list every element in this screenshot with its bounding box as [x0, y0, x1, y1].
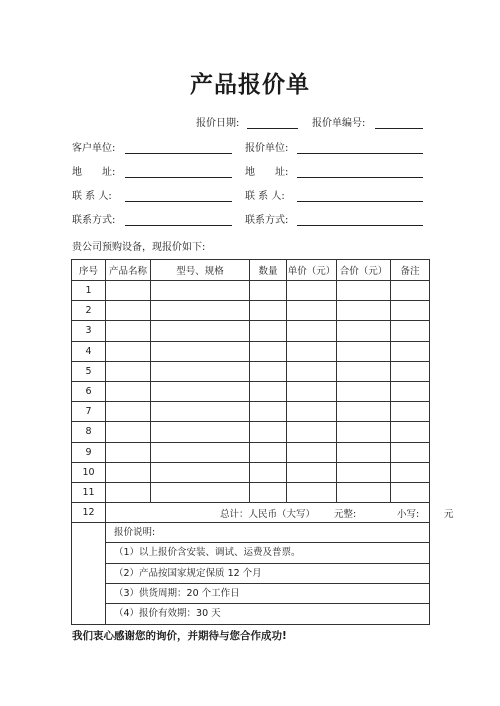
table-row — [72, 301, 430, 321]
table-row — [72, 381, 430, 401]
customer-unit-label: 客户单位: — [72, 143, 116, 154]
note-item: （2）产品按国家规定保质 12 个月 — [106, 564, 429, 584]
customer-contact-field[interactable] — [125, 201, 232, 202]
footer-thanks: 我们衷心感谢您的询价，并期待与您合作成功! — [72, 630, 287, 642]
quote-date-label: 报价日期: — [196, 118, 240, 129]
supplier-phone-field[interactable] — [297, 225, 423, 226]
table-cell[interactable] — [250, 361, 287, 381]
quote-number-field[interactable] — [375, 128, 423, 129]
table-row — [72, 281, 430, 301]
supplier-unit-label: 报价单位: — [245, 143, 289, 154]
table-cell[interactable] — [151, 462, 250, 482]
header-cell: 序号 — [72, 260, 106, 281]
table-cell[interactable] — [391, 462, 430, 482]
header-cell: 单价（元） — [287, 260, 337, 281]
table-row — [72, 321, 430, 341]
header-cell: 备注 — [391, 260, 430, 281]
table-row — [72, 482, 430, 502]
table-cell[interactable] — [151, 402, 250, 422]
header-cell: 数量 — [250, 260, 287, 281]
supplier-contact-label: 联 系 人: — [245, 191, 285, 202]
table-cell[interactable] — [250, 341, 287, 361]
table-cell[interactable] — [250, 402, 287, 422]
total-row — [72, 503, 430, 523]
table-row — [72, 422, 430, 442]
table-cell[interactable] — [250, 301, 287, 321]
table-cell[interactable] — [106, 381, 151, 401]
table-row — [72, 361, 430, 381]
notes-spacer — [72, 523, 106, 625]
table-header-row — [72, 260, 430, 281]
table-cell[interactable] — [287, 381, 337, 401]
table-cell[interactable] — [391, 341, 430, 361]
row-number: 6 — [72, 381, 106, 401]
table-cell[interactable] — [337, 361, 391, 381]
table-cell[interactable] — [337, 482, 391, 502]
row-number: 8 — [72, 422, 106, 442]
table-cell[interactable] — [106, 442, 151, 462]
table-cell[interactable] — [337, 442, 391, 462]
supplier-address-field[interactable] — [297, 177, 423, 178]
row-number: 4 — [72, 341, 106, 361]
row-number: 5 — [72, 361, 106, 381]
table-cell[interactable] — [287, 321, 337, 341]
header-cell: 型号、规格 — [151, 260, 250, 281]
customer-unit-field[interactable] — [125, 153, 232, 154]
note-item: （4）报价有效期：30 天 — [114, 608, 221, 619]
customer-phone-label: 联系方式: — [72, 215, 116, 226]
table-cell[interactable] — [391, 381, 430, 401]
table-cell[interactable] — [106, 422, 151, 442]
table-cell[interactable] — [391, 422, 430, 442]
supplier-contact-field[interactable] — [297, 201, 423, 202]
total-label: 总计：人民币（大写） — [219, 508, 315, 520]
header-cell: 产品名称 — [106, 260, 151, 281]
note-item: （1）以上报价含安装、调试、运费及普票。 — [106, 543, 429, 563]
table-cell[interactable] — [151, 281, 250, 301]
table-cell[interactable] — [337, 462, 391, 482]
table-cell[interactable] — [151, 301, 250, 321]
document-title: 产品报价单 — [190, 72, 310, 98]
table-cell[interactable] — [391, 301, 430, 321]
table-cell[interactable] — [250, 321, 287, 341]
row-number: 9 — [72, 442, 106, 462]
row-number: 3 — [72, 321, 106, 341]
quote-table — [71, 259, 454, 625]
total-cell[interactable] — [106, 503, 454, 523]
supplier-address-label: 地 址: — [245, 167, 289, 178]
table-cell[interactable] — [106, 301, 151, 321]
row-number: 1 — [72, 281, 106, 301]
table-cell[interactable] — [287, 361, 337, 381]
table-cell[interactable] — [106, 402, 151, 422]
table-row — [72, 341, 430, 361]
table-cell[interactable] — [151, 361, 250, 381]
table-cell[interactable] — [287, 301, 337, 321]
table-cell[interactable] — [250, 422, 287, 442]
table-cell[interactable] — [151, 341, 250, 361]
table-cell[interactable] — [106, 341, 151, 361]
table-cell[interactable] — [287, 482, 337, 502]
notes-row — [72, 523, 430, 625]
table-cell[interactable] — [106, 361, 151, 381]
total-yuan-zheng: 元整: — [334, 508, 357, 520]
row-number: 2 — [72, 301, 106, 321]
notes-title: 报价说明: — [106, 523, 429, 543]
customer-address-field[interactable] — [125, 177, 232, 178]
table-cell[interactable] — [151, 422, 250, 442]
table-cell[interactable] — [337, 321, 391, 341]
table-cell[interactable] — [337, 381, 391, 401]
row-number: 10 — [72, 462, 106, 482]
table-cell[interactable] — [391, 482, 430, 502]
table-row — [72, 462, 430, 482]
quote-number-label: 报价单编号: — [312, 118, 366, 129]
table-cell[interactable] — [151, 482, 250, 502]
table-cell[interactable] — [106, 482, 151, 502]
customer-phone-field[interactable] — [125, 225, 232, 226]
table-cell[interactable] — [106, 462, 151, 482]
table-row — [72, 402, 430, 422]
table-cell[interactable] — [250, 462, 287, 482]
table-cell[interactable] — [151, 321, 250, 341]
table-cell[interactable] — [391, 361, 430, 381]
table-cell[interactable] — [287, 442, 337, 462]
header-cell: 合价（元） — [337, 260, 391, 281]
supplier-unit-field[interactable] — [297, 153, 423, 154]
table-cell[interactable] — [391, 281, 430, 301]
table-row — [72, 442, 430, 462]
table-cell[interactable] — [250, 381, 287, 401]
table-cell[interactable] — [287, 462, 337, 482]
table-cell[interactable] — [337, 422, 391, 442]
table-cell[interactable] — [106, 321, 151, 341]
table-cell[interactable] — [391, 442, 430, 462]
table-cell[interactable] — [391, 402, 430, 422]
total-yuan: 元 — [444, 508, 454, 520]
supplier-phone-label: 联系方式: — [245, 215, 289, 226]
table-cell[interactable] — [151, 381, 250, 401]
table-cell[interactable] — [287, 341, 337, 361]
quote-date-field[interactable] — [247, 128, 298, 129]
total-small-label: 小写: — [397, 508, 420, 520]
table-cell[interactable] — [106, 281, 151, 301]
table-cell[interactable] — [287, 422, 337, 442]
table-cell[interactable] — [391, 321, 430, 341]
table-cell[interactable] — [337, 341, 391, 361]
table-cell[interactable] — [250, 482, 287, 502]
table-cell[interactable] — [250, 281, 287, 301]
customer-contact-label: 联 系 人: — [72, 191, 112, 202]
notes-cell — [106, 523, 430, 625]
row-number: 7 — [72, 402, 106, 422]
row-number: 11 — [72, 482, 106, 502]
customer-address-label: 地 址: — [72, 167, 116, 178]
table-cell[interactable] — [337, 301, 391, 321]
note-item: （3）供货周期：20 个工作日 — [106, 584, 429, 604]
table-cell[interactable] — [337, 281, 391, 301]
table-cell[interactable] — [337, 402, 391, 422]
row-number: 12 — [72, 503, 106, 523]
table-cell[interactable] — [287, 402, 337, 422]
table-cell[interactable] — [250, 442, 287, 462]
table-cell[interactable] — [151, 442, 250, 462]
intro-text: 贵公司预购设备，现报价如下: — [72, 242, 206, 253]
table-cell[interactable] — [287, 281, 337, 301]
